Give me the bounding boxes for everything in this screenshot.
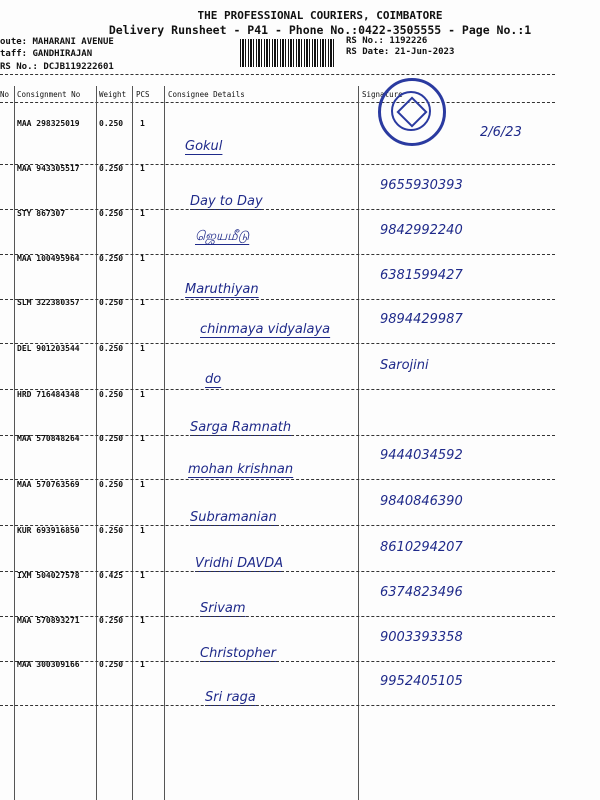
weight: 0.250 xyxy=(99,209,124,218)
signature-text: 6374823496 xyxy=(380,585,463,600)
pcs: 1 xyxy=(140,298,145,307)
row-divider xyxy=(0,616,555,617)
weight: 0.425 xyxy=(99,571,124,580)
weight: 0.250 xyxy=(99,344,124,353)
row-divider xyxy=(0,661,555,662)
signature-text: 9655930393 xyxy=(380,178,463,193)
consignee-name: do xyxy=(205,372,222,387)
pcs: 1 xyxy=(140,254,145,263)
col-line xyxy=(14,86,15,800)
barcode xyxy=(240,39,335,67)
signature-text: 9444034592 xyxy=(380,448,463,463)
consignment-no: SLM 322380357 xyxy=(17,298,80,307)
col-no: No xyxy=(0,90,10,99)
header-divider xyxy=(0,74,555,75)
col-line xyxy=(132,86,133,800)
signature-text: 9840846390 xyxy=(380,494,463,509)
consignment-no: MAA 298325019 xyxy=(17,119,80,128)
row-divider xyxy=(0,479,555,480)
pcs: 1 xyxy=(140,480,145,489)
signature-text: 9003393358 xyxy=(380,630,463,645)
consignment-no: MAA 943305517 xyxy=(17,164,80,173)
consignment-no: MAA 570848264 xyxy=(17,434,80,443)
weight: 0.250 xyxy=(99,660,124,669)
weight: 0.250 xyxy=(99,254,124,263)
consignee-name: Sarga Ramnath xyxy=(190,420,292,435)
rs-no-left: RS No.: DCJB119222601 xyxy=(0,62,114,72)
pcs: 1 xyxy=(140,434,145,443)
pcs: 1 xyxy=(140,616,145,625)
consignment-no: KUR 693916850 xyxy=(17,526,80,535)
pcs: 1 xyxy=(140,164,145,173)
weight: 0.250 xyxy=(99,390,124,399)
row-divider xyxy=(0,435,555,436)
weight: 0.250 xyxy=(99,298,124,307)
rs-date: RS Date: 21-Jun-2023 xyxy=(346,47,455,57)
pcs: 1 xyxy=(140,119,145,128)
weight: 0.250 xyxy=(99,119,124,128)
route-label: oute: MAHARANI AVENUE xyxy=(0,37,114,47)
consignee-name: Subramanian xyxy=(190,510,277,525)
col-line xyxy=(164,86,165,800)
row-divider xyxy=(0,209,555,210)
consignment-no: MAA 570763569 xyxy=(17,480,80,489)
consignee-name: ஜெயமீடு xyxy=(195,229,250,244)
consignee-name: Sri raga xyxy=(205,690,256,705)
row-divider xyxy=(0,571,555,572)
runsheet-subtitle: Delivery Runsheet - P41 - Phone No.:0422-3505555 - Page No.:1 xyxy=(108,23,532,37)
consignee-name: Christopher xyxy=(200,646,276,661)
consignment-no: DEL 901203544 xyxy=(17,344,80,353)
col-consignment: Consignment No xyxy=(17,90,81,99)
col-consignee: Consignee Details xyxy=(168,90,245,99)
consignment-no: STY 867307 xyxy=(17,209,66,218)
col-signature: Signature xyxy=(362,90,403,99)
staff-label: taff: GANDHIRAJAN xyxy=(0,49,93,59)
signature-text: 9952405105 xyxy=(380,674,463,689)
row-divider xyxy=(0,525,555,526)
bank-stamp xyxy=(378,78,446,146)
consignee-name: mohan krishnan xyxy=(188,462,294,477)
consignment-no: MAA 100495964 xyxy=(17,254,80,263)
col-line xyxy=(96,86,97,800)
consignee-name: Maruthiyan xyxy=(185,282,259,297)
weight: 0.250 xyxy=(99,616,124,625)
col-weight: Weight xyxy=(99,90,127,99)
weight: 0.250 xyxy=(99,164,124,173)
weight: 0.250 xyxy=(99,526,124,535)
row-divider xyxy=(0,389,555,390)
consignment-no: IXM 504027578 xyxy=(17,571,80,580)
company-title: THE PROFESSIONAL COURIERS, COIMBATORE xyxy=(197,9,443,22)
consignee-name: Srivam xyxy=(200,601,246,616)
column-divider xyxy=(0,102,555,103)
signature-text: Sarojini xyxy=(380,358,429,373)
row-divider xyxy=(0,164,555,165)
pcs: 1 xyxy=(140,526,145,535)
weight: 0.250 xyxy=(99,480,124,489)
signature-text: 9894429987 xyxy=(380,312,463,327)
weight: 0.250 xyxy=(99,434,124,443)
signature-text: 6381599427 xyxy=(380,268,463,283)
signature-text: 8610294207 xyxy=(380,540,463,555)
pcs: 1 xyxy=(140,571,145,580)
consignee-name: Gokul xyxy=(185,139,223,154)
consignment-no: MAA 570893271 xyxy=(17,616,80,625)
signature-text: 9842992240 xyxy=(380,223,463,238)
rs-no: RS No.: 1192226 xyxy=(346,36,428,46)
consignment-no: HRD 716484348 xyxy=(17,390,80,399)
consignee-name: Vridhi DAVDA xyxy=(195,556,284,571)
row-divider xyxy=(0,254,555,255)
consignee-name: chinmaya vidyalaya xyxy=(200,322,331,337)
col-line xyxy=(358,86,359,800)
signature-text: 2/6/23 xyxy=(480,125,522,140)
col-pcs: PCS xyxy=(136,90,150,99)
pcs: 1 xyxy=(140,344,145,353)
pcs: 1 xyxy=(140,660,145,669)
pcs: 1 xyxy=(140,209,145,218)
row-divider xyxy=(0,705,555,706)
consignee-name: Day to Day xyxy=(190,194,263,209)
row-divider xyxy=(0,343,555,344)
pcs: 1 xyxy=(140,390,145,399)
consignment-no: MAA 300309166 xyxy=(17,660,80,669)
row-divider xyxy=(0,299,555,300)
